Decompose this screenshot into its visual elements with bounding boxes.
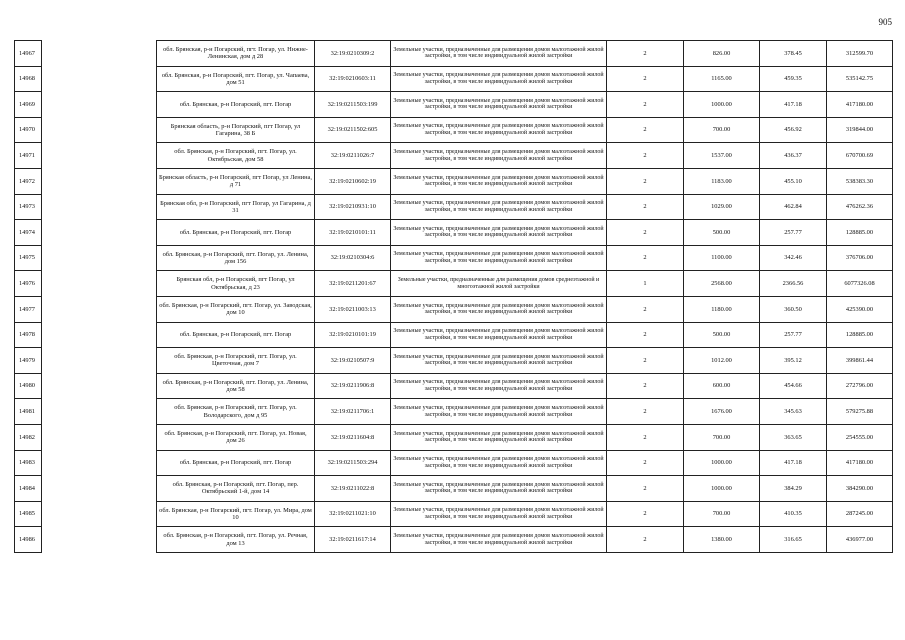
area-cell: 500.00 <box>684 220 760 246</box>
blank-cell <box>42 450 157 476</box>
table-row <box>15 143 893 169</box>
area-cell: 1012.00 <box>684 348 760 374</box>
address-cell: обл. Брянская, р-н Погарский, пгт. Погар, ул. Ленина, дом 156 <box>157 245 315 271</box>
cadastral-value-cell: 312599.70 <box>827 41 893 67</box>
table-row <box>15 476 893 502</box>
address-cell: обл. Брянская, р-н Погарский, пгт. Погар, ул. Ннжне-Ленинская, дом д 28 <box>157 41 315 67</box>
row-number-cell: 14977 <box>15 296 42 322</box>
specific-value-cell: 384.29 <box>760 476 827 502</box>
row-number-cell: 14985 <box>15 501 42 527</box>
table-row <box>15 245 893 271</box>
cadastral-number-cell: 32:19:0210304:6 <box>315 245 391 271</box>
group-cell: 2 <box>607 143 684 169</box>
group-cell: 2 <box>607 373 684 399</box>
specific-value-cell: 257.77 <box>760 220 827 246</box>
cadastral-number-cell: 32:19:0210101:19 <box>315 322 391 348</box>
cadastral-number-cell: 32:19:0211604:8 <box>315 424 391 450</box>
address-cell: обл. Брянская, р-н Погарский, пгт. Погар, пер. Октябрьский 1-й, дом 14 <box>157 476 315 502</box>
cadastral-value-cell: 287245.00 <box>827 501 893 527</box>
specific-value-cell: 360.50 <box>760 296 827 322</box>
area-cell: 700.00 <box>684 424 760 450</box>
table-row <box>15 527 893 553</box>
group-cell: 2 <box>607 66 684 92</box>
specific-value-cell: 417.18 <box>760 92 827 118</box>
cadastral-value-cell: 417180.00 <box>827 450 893 476</box>
group-cell: 2 <box>607 168 684 194</box>
table-row <box>15 501 893 527</box>
blank-cell <box>42 220 157 246</box>
cadastral-value-cell: 319844.00 <box>827 117 893 143</box>
group-cell: 2 <box>607 348 684 374</box>
cadastral-value-table <box>14 40 893 553</box>
cadastral-number-cell: 32:19:0210603:11 <box>315 66 391 92</box>
land-use-cell: Земельные участки, предназначенные для размещения домов малоэтажной жилой застройки, в том числе индивидуальной жилой застройки <box>391 501 607 527</box>
table-row <box>15 168 893 194</box>
blank-cell <box>42 296 157 322</box>
blank-cell <box>42 143 157 169</box>
page-number: 905 <box>878 17 892 27</box>
table-row <box>15 271 893 297</box>
specific-value-cell: 345.63 <box>760 399 827 425</box>
area-cell: 1000.00 <box>684 450 760 476</box>
table-row <box>15 194 893 220</box>
area-cell: 1180.00 <box>684 296 760 322</box>
cadastral-value-cell: 417180.00 <box>827 92 893 118</box>
table-body <box>15 41 893 553</box>
cadastral-number-cell: 32:19:0210101:11 <box>315 220 391 246</box>
area-cell: 1676.00 <box>684 399 760 425</box>
table-row <box>15 92 893 118</box>
address-cell: обл. Брянская, р-н Погарский, пгт. Погар, ул. Цветочная, дом 7 <box>157 348 315 374</box>
blank-cell <box>42 501 157 527</box>
cadastral-number-cell: 32:19:0211503:294 <box>315 450 391 476</box>
cadastral-number-cell: 32:19:0210931:10 <box>315 194 391 220</box>
land-use-cell: Земельные участки, предназначенные для размещения домов малоэтажной жилой застройки, в том числе индивидуальной жилой застройки <box>391 168 607 194</box>
blank-cell <box>42 117 157 143</box>
row-number-cell: 14986 <box>15 527 42 553</box>
specific-value-cell: 378.45 <box>760 41 827 67</box>
blank-cell <box>42 399 157 425</box>
group-cell: 2 <box>607 296 684 322</box>
table-row <box>15 296 893 322</box>
table-row <box>15 66 893 92</box>
group-cell: 2 <box>607 194 684 220</box>
address-cell: обл. Брянская, р-н Погарский, пгт. Погар, ул. Мира, дом 10 <box>157 501 315 527</box>
table-row <box>15 399 893 425</box>
cadastral-number-cell: 32:19:0211706:1 <box>315 399 391 425</box>
land-use-cell: Земельные участки, предназначенные для размещения домов малоэтажной жилой застройки, в том числе индивидуальной жилой застройки <box>391 450 607 476</box>
row-number-cell: 14982 <box>15 424 42 450</box>
blank-cell <box>42 41 157 67</box>
blank-cell <box>42 527 157 553</box>
group-cell: 2 <box>607 424 684 450</box>
row-number-cell: 14979 <box>15 348 42 374</box>
row-number-cell: 14978 <box>15 322 42 348</box>
land-use-cell: Земельные участки, предназначенные для размещения домов малоэтажной жилой застройки, в том числе индивидуальной жилой застройки <box>391 41 607 67</box>
address-cell: обл. Брянская, р-н Погарский, пгт. Погар, ул. Речная, дом 13 <box>157 527 315 553</box>
land-use-cell: Земельные участки, предназначенные для размещения домов малоэтажной жилой застройки, в том числе индивидуальной жилой застройки <box>391 296 607 322</box>
cadastral-number-cell: 32:19:0211022:8 <box>315 476 391 502</box>
land-use-cell: Земельные участки, предназначенные для размещения домов малоэтажной жилой застройки, в том числе индивидуальной жилой застройки <box>391 194 607 220</box>
blank-cell <box>42 271 157 297</box>
address-cell: обл. Брянская, р-н Погарский, пгт. Погар <box>157 450 315 476</box>
address-cell: обл. Брянская, р-н Погарский, пгт. Погар <box>157 220 315 246</box>
specific-value-cell: 456.92 <box>760 117 827 143</box>
address-cell: обл. Брянская, р-н Погарский, пгт. Погар, ул. Ленина, дом 58 <box>157 373 315 399</box>
land-use-cell: Земельные участки, предназначенные для размещения домов малоэтажной жилой застройки, в том числе индивидуальной жилой застройки <box>391 66 607 92</box>
row-number-cell: 14973 <box>15 194 42 220</box>
cadastral-number-cell: 32:19:0211502:605 <box>315 117 391 143</box>
cadastral-number-cell: 32:19:0210309:2 <box>315 41 391 67</box>
group-cell: 1 <box>607 271 684 297</box>
blank-cell <box>42 476 157 502</box>
cadastral-value-cell: 272796.00 <box>827 373 893 399</box>
area-cell: 700.00 <box>684 117 760 143</box>
table-row <box>15 322 893 348</box>
row-number-cell: 14968 <box>15 66 42 92</box>
land-use-cell: Земельные участки, предназначенные для размещения домов малоэтажной жилой застройки, в том числе индивидуальной жилой застройки <box>391 373 607 399</box>
cadastral-number-cell: 32:19:0211503:199 <box>315 92 391 118</box>
cadastral-value-cell: 399861.44 <box>827 348 893 374</box>
land-use-cell: Земельные участки, предназначенные для размещения домов малоэтажной жилой застройки, в том числе индивидуальной жилой застройки <box>391 143 607 169</box>
table-row <box>15 41 893 67</box>
table-row <box>15 450 893 476</box>
area-cell: 1183.00 <box>684 168 760 194</box>
blank-cell <box>42 424 157 450</box>
blank-cell <box>42 168 157 194</box>
row-number-cell: 14967 <box>15 41 42 67</box>
group-cell: 2 <box>607 501 684 527</box>
area-cell: 1000.00 <box>684 92 760 118</box>
cadastral-value-cell: 376706.00 <box>827 245 893 271</box>
cadastral-value-cell: 425390.00 <box>827 296 893 322</box>
address-cell: обл. Брянская, р-н Погарский, пгт. Погар, ул. Володарского, дом д 95 <box>157 399 315 425</box>
land-use-cell: Земельные участки, предназначенные для размещения домов малоэтажной жилой застройки, в том числе индивидуальной жилой застройки <box>391 476 607 502</box>
specific-value-cell: 455.10 <box>760 168 827 194</box>
group-cell: 2 <box>607 92 684 118</box>
specific-value-cell: 436.37 <box>760 143 827 169</box>
land-use-cell: Земельные участки, предназначенные для размещения домов малоэтажной жилой застройки, в том числе индивидуальной жилой застройки <box>391 245 607 271</box>
group-cell: 2 <box>607 476 684 502</box>
area-cell: 600.00 <box>684 373 760 399</box>
group-cell: 2 <box>607 220 684 246</box>
row-number-cell: 14970 <box>15 117 42 143</box>
cadastral-number-cell: 32:19:0210602:19 <box>315 168 391 194</box>
cadastral-value-cell: 538383.30 <box>827 168 893 194</box>
specific-value-cell: 316.65 <box>760 527 827 553</box>
land-use-cell: Земельные участки, предназначенные для размещения домов малоэтажной жилой застройки, в том числе индивидуальной жилой застройки <box>391 220 607 246</box>
land-use-cell: Земельные участки, предназначенные для размещения домов малоэтажной жилой застройки, в том числе индивидуальной жилой застройки <box>391 527 607 553</box>
area-cell: 1000.00 <box>684 476 760 502</box>
specific-value-cell: 257.77 <box>760 322 827 348</box>
cadastral-value-cell: 384290.00 <box>827 476 893 502</box>
specific-value-cell: 342.46 <box>760 245 827 271</box>
group-cell: 2 <box>607 322 684 348</box>
cadastral-number-cell: 32:19:0211003:13 <box>315 296 391 322</box>
row-number-cell: 14976 <box>15 271 42 297</box>
address-cell: Брянская область, р-н Погарский, пгт Погар, ул Ленина, д 71 <box>157 168 315 194</box>
address-cell: Брянская обл, р-н Погарский, пгт Погар, ул Гагарина, д 31 <box>157 194 315 220</box>
row-number-cell: 14972 <box>15 168 42 194</box>
address-cell: Брянская обл, р-н Погарский, пгт Погар, ул Октябрьская, д 23 <box>157 271 315 297</box>
group-cell: 2 <box>607 527 684 553</box>
cadastral-value-cell: 128885.00 <box>827 322 893 348</box>
blank-cell <box>42 322 157 348</box>
row-number-cell: 14971 <box>15 143 42 169</box>
land-use-cell: Земельные участки, предназначенные для размещения домов малоэтажной жилой застройки, в том числе индивидуальной жилой застройки <box>391 92 607 118</box>
blank-cell <box>42 245 157 271</box>
row-number-cell: 14984 <box>15 476 42 502</box>
table-row <box>15 373 893 399</box>
cadastral-value-cell: 254555.00 <box>827 424 893 450</box>
table-row <box>15 424 893 450</box>
address-cell: Брянская область, р-н Погарский, пгт Погар, ул Гагарина, 38 Б <box>157 117 315 143</box>
specific-value-cell: 417.18 <box>760 450 827 476</box>
land-use-cell: Земельные участки, предназначенные для размещения домов среднеэтажной и многоэтажной жилой застройки <box>391 271 607 297</box>
blank-cell <box>42 348 157 374</box>
address-cell: обл. Брянская, р-н Погарский, пгт. Погар, ул. Новая, дом 26 <box>157 424 315 450</box>
cadastral-value-cell: 476262.36 <box>827 194 893 220</box>
land-use-cell: Земельные участки, предназначенные для размещения домов малоэтажной жилой застройки, в том числе индивидуальной жилой застройки <box>391 399 607 425</box>
cadastral-value-cell: 535142.75 <box>827 66 893 92</box>
area-cell: 1029.00 <box>684 194 760 220</box>
cadastral-value-cell: 579275.88 <box>827 399 893 425</box>
cadastral-number-cell: 32:19:0210507:9 <box>315 348 391 374</box>
specific-value-cell: 462.84 <box>760 194 827 220</box>
specific-value-cell: 2366.56 <box>760 271 827 297</box>
land-use-cell: Земельные участки, предназначенные для размещения домов малоэтажной жилой застройки, в том числе индивидуальной жилой застройки <box>391 424 607 450</box>
blank-cell <box>42 66 157 92</box>
row-number-cell: 14981 <box>15 399 42 425</box>
address-cell: обл. Брянская, р-н Погарский, пгт. Погар, ул. Заводская, дом 10 <box>157 296 315 322</box>
cadastral-number-cell: 32:19:0211201:67 <box>315 271 391 297</box>
cadastral-number-cell: 32:19:0211026:7 <box>315 143 391 169</box>
area-cell: 2568.00 <box>684 271 760 297</box>
row-number-cell: 14969 <box>15 92 42 118</box>
cadastral-number-cell: 32:19:0211906:8 <box>315 373 391 399</box>
group-cell: 2 <box>607 450 684 476</box>
area-cell: 1100.00 <box>684 245 760 271</box>
specific-value-cell: 459.35 <box>760 66 827 92</box>
land-use-cell: Земельные участки, предназначенные для размещения домов малоэтажной жилой застройки, в том числе индивидуальной жилой застройки <box>391 348 607 374</box>
table-row <box>15 348 893 374</box>
cadastral-number-cell: 32:19:0211021:10 <box>315 501 391 527</box>
address-cell: обл. Брянская, р-н Погарский, пгт. Погар, ул. Октябрьская, дом 58 <box>157 143 315 169</box>
group-cell: 2 <box>607 399 684 425</box>
land-use-cell: Земельные участки, предназначенные для размещения домов малоэтажной жилой застройки, в том числе индивидуальной жилой застройки <box>391 322 607 348</box>
cadastral-value-cell: 436977.00 <box>827 527 893 553</box>
row-number-cell: 14975 <box>15 245 42 271</box>
address-cell: обл. Брянская, р-н Погарский, пгт. Погар, ул. Чапаева, дом 51 <box>157 66 315 92</box>
group-cell: 2 <box>607 245 684 271</box>
blank-cell <box>42 92 157 118</box>
cadastral-value-cell: 670700.69 <box>827 143 893 169</box>
address-cell: обл. Брянская, р-н Погарский, пгт. Погар <box>157 322 315 348</box>
area-cell: 1380.00 <box>684 527 760 553</box>
specific-value-cell: 395.12 <box>760 348 827 374</box>
area-cell: 1165.00 <box>684 66 760 92</box>
table-row <box>15 117 893 143</box>
specific-value-cell: 410.35 <box>760 501 827 527</box>
area-cell: 826.00 <box>684 41 760 67</box>
blank-cell <box>42 194 157 220</box>
cadastral-number-cell: 32:19:0211617:14 <box>315 527 391 553</box>
row-number-cell: 14983 <box>15 450 42 476</box>
land-use-cell: Земельные участки, предназначенные для размещения домов малоэтажной жилой застройки, в том числе индивидуальной жилой застройки <box>391 117 607 143</box>
specific-value-cell: 363.65 <box>760 424 827 450</box>
group-cell: 2 <box>607 117 684 143</box>
cadastral-value-cell: 6077326.08 <box>827 271 893 297</box>
specific-value-cell: 454.66 <box>760 373 827 399</box>
row-number-cell: 14974 <box>15 220 42 246</box>
blank-cell <box>42 373 157 399</box>
area-cell: 500.00 <box>684 322 760 348</box>
table-row <box>15 220 893 246</box>
area-cell: 700.00 <box>684 501 760 527</box>
area-cell: 1537.00 <box>684 143 760 169</box>
group-cell: 2 <box>607 41 684 67</box>
row-number-cell: 14980 <box>15 373 42 399</box>
cadastral-value-cell: 128885.00 <box>827 220 893 246</box>
address-cell: обл. Брянская, р-н Погарский, пгт. Погар <box>157 92 315 118</box>
